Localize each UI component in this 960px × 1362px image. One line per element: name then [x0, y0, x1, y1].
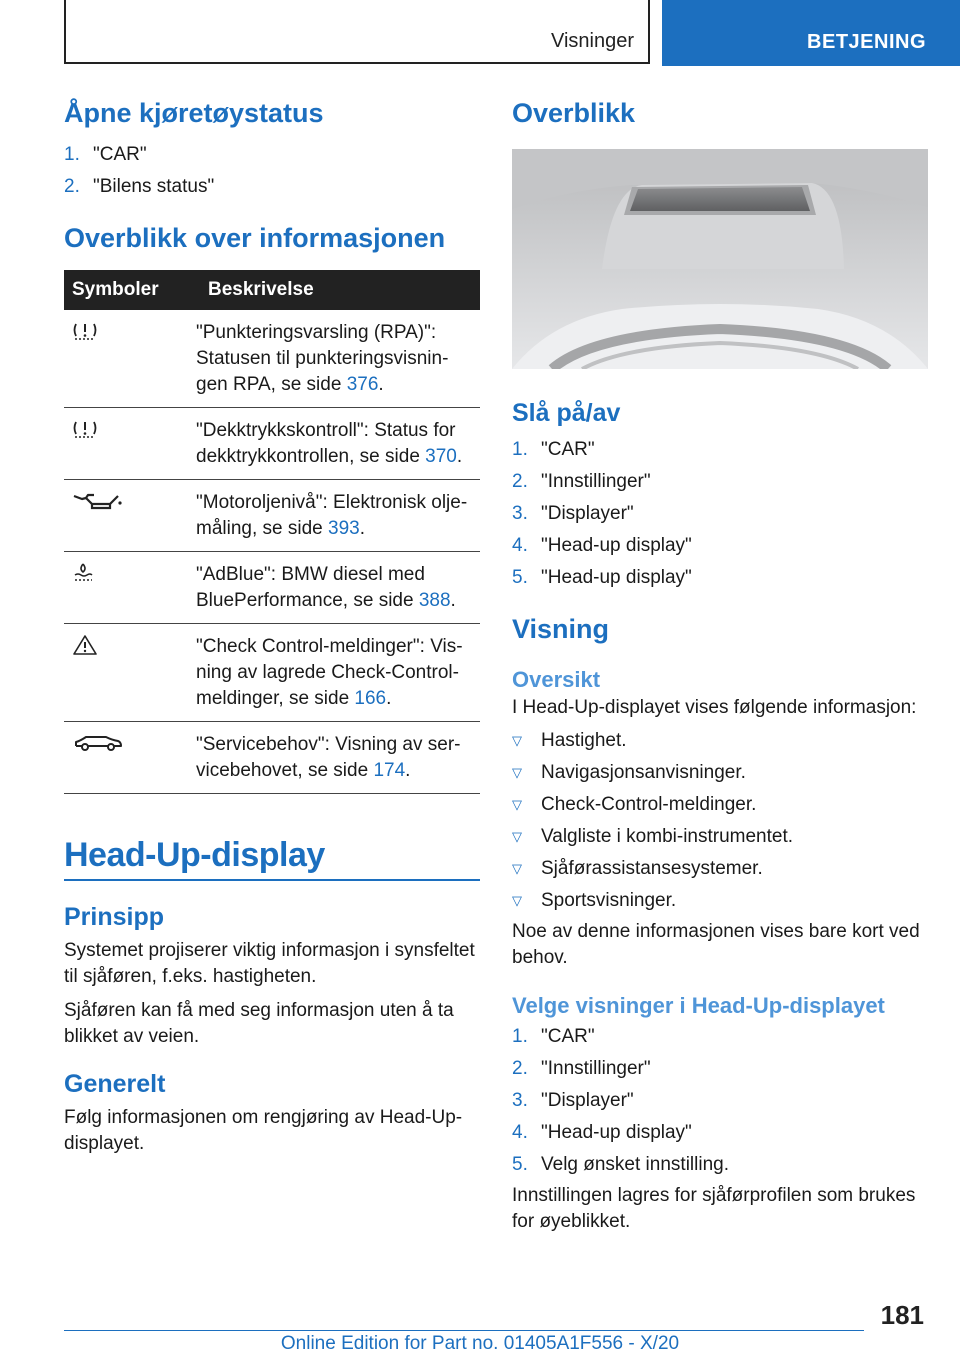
tire-pressure-warning-icon [72, 326, 98, 347]
edition-footer: Online Edition for Part no. 01405A1F556 - X/20 [280, 1333, 680, 1354]
column-header-symbols: Symboler [64, 270, 196, 310]
row-description: "Check Control-meldinger": Vis-ning av lagrede Check-Control-meldinger, se side 166. [196, 624, 480, 722]
right-column [512, 98, 928, 1235]
page-link[interactable]: 174 [373, 760, 406, 781]
list-item: 2. "Innstillinger" [512, 1058, 651, 1079]
table-row [64, 310, 480, 408]
display-note: Noe av denne informasjonen vises bare kort ved behov. [512, 921, 920, 968]
list-item: 5. "Head-up display" [512, 567, 692, 588]
display-title: Visning [512, 614, 610, 644]
column-header-description: Beskrivelse [196, 270, 480, 310]
list-item: 1. "CAR" [512, 1026, 595, 1047]
list-item: 4. "Head-up display" [512, 535, 692, 556]
list-item: 4. "Head-up display" [512, 1122, 692, 1143]
row-description: "Punkteringsvarsling (RPA)": Statusen til punkteringsvisnin-gen RPA, se side 376. [196, 310, 480, 408]
list-item: 3. "Displayer" [512, 503, 634, 524]
tire-pressure-warning-icon [72, 424, 98, 445]
row-description: "Dekktrykkskontroll": Status for dekktrykkontrollen, se side 370. [196, 408, 480, 480]
open-status-title: Åpne kjøretøystatus [64, 98, 324, 128]
list-item: ▽ Sportsvisninger. [512, 890, 677, 911]
page-link[interactable]: 388 [418, 590, 451, 611]
list-item: ▽ Check-Control-meldinger. [512, 794, 757, 815]
overview-image-title: Overblikk [512, 98, 636, 128]
display-intro: I Head-Up-displayet vises følgende informasjon: [512, 697, 917, 718]
general-paragraph: Følg informasjonen om rengjøring av Head-Up-displayet. [64, 1107, 463, 1154]
table-row [64, 408, 480, 480]
list-item: 3. "Displayer" [512, 1090, 634, 1111]
page-link[interactable]: 370 [425, 446, 457, 467]
display-overview-title: Oversikt [512, 667, 601, 692]
overview-title: Overblikk over informasjonen [64, 223, 446, 253]
row-description: "AdBlue": BMW diesel med BluePerformance, se side 388. [196, 552, 480, 624]
onoff-title: Slå på/av [512, 399, 621, 427]
chapter-title: Visninger [550, 30, 634, 52]
page-number: 181 [880, 1300, 924, 1330]
select-views-title: Velge visninger i Head-Up-displayet [512, 993, 885, 1018]
principle-title: Prinsipp [64, 903, 165, 931]
table-row [64, 480, 480, 552]
header-section-tab [662, 0, 960, 66]
general-title: Generelt [64, 1070, 166, 1098]
principle-paragraph-2: Sjåføren kan få med seg informasjon uten å ta blikket av veien. [64, 1000, 454, 1047]
select-steps [512, 1021, 928, 1181]
open-status-steps [64, 139, 480, 203]
list-item: 5. Velg ønsket innstilling. [512, 1154, 729, 1175]
hud-chapter-title: Head-Up-display [64, 836, 480, 881]
list-item: 1. "CAR" [512, 439, 595, 460]
header-chapter-box [64, 0, 650, 64]
head-up-display-photo [512, 149, 928, 369]
page-link[interactable]: 393 [328, 518, 360, 539]
table-row [64, 624, 480, 722]
list-item: ▽ Valgliste i kombi-instrumentet. [512, 826, 794, 847]
principle-paragraph-1: Systemet projiserer viktig informasjon i synsfeltet til sjåføren, f.eks. hastigheten. [64, 940, 475, 987]
table-row [64, 722, 480, 794]
table-row [64, 552, 480, 624]
info-table [64, 270, 480, 794]
list-item: 2. "Bilens status" [64, 176, 215, 197]
footer-divider [64, 1330, 864, 1331]
page-link[interactable]: 166 [354, 688, 387, 709]
page-link[interactable]: 376 [346, 374, 379, 395]
left-column [64, 98, 480, 1157]
car-service-icon [72, 738, 124, 759]
row-description: "Motoroljenivå": Elektronisk olje-måling, se side 393. [196, 480, 480, 552]
list-item: ▽ Hastighet. [512, 730, 627, 751]
list-item: 1. "CAR" [64, 144, 147, 165]
warning-triangle-icon [72, 640, 98, 661]
list-item: 2. "Innstillinger" [512, 471, 651, 492]
row-description: "Servicebehov": Visning av ser-vicebehovet, se side 174. [196, 722, 480, 794]
section-title: BETJENING [807, 31, 926, 53]
oil-can-icon [72, 496, 124, 517]
display-items [512, 725, 928, 917]
select-note: Innstillingen lagres for sjåførprofilen som brukes for øyeblikket. [512, 1185, 916, 1232]
onoff-steps [512, 434, 928, 594]
list-item: ▽ Sjåførassistansesystemer. [512, 858, 763, 879]
list-item: ▽ Navigasjonsanvisninger. [512, 762, 746, 783]
adblue-icon [72, 568, 94, 589]
